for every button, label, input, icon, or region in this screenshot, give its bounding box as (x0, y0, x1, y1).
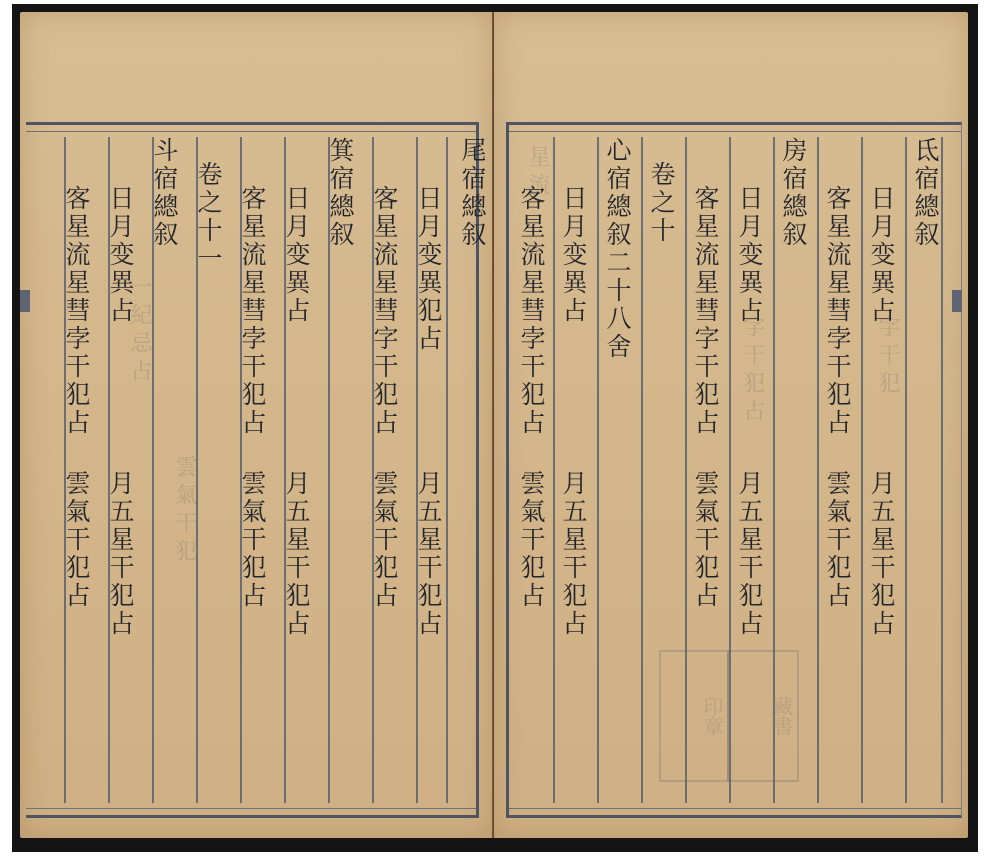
left-col-5a: 日月变異占 (282, 185, 311, 325)
left-col-9a: 日月变異占 (106, 185, 135, 325)
right-col-9a: 日月变異占 (559, 185, 588, 325)
left-col-3b: 雲氣干犯占 (370, 470, 399, 610)
left-col-4: 箕宿總叙 (326, 137, 355, 249)
right-page-frame: 字干犯 字干犯占 星流 印章 藏書 氐宿總叙 日月变異占 月五星干犯占 客星流星彗孛干犯占 雲氣干犯占 房宿總叙 日月变異占 月五星干犯占 客星流星彗字干犯占 雲氣干犯占 卷之十 心宿總叙二十八舍 日月变異占 月五星干犯占 客星流星彗孛干犯占 雲氣干犯占 (506, 122, 962, 818)
left-col-5b: 月五星干犯占 (282, 470, 311, 638)
collector-seal: 藏書 (727, 650, 799, 782)
right-col-9b: 月五星干犯占 (559, 470, 588, 638)
left-col-1: 尾宿總叙 (458, 137, 487, 249)
left-page (20, 12, 492, 838)
right-col-7: 卷之十 (647, 161, 676, 245)
collector-seal: 印章 (659, 650, 729, 782)
right-col-1: 氐宿總叙 (911, 137, 940, 249)
right-col-5a: 日月变異占 (735, 185, 764, 325)
right-page (494, 12, 968, 838)
page-edge-marker-right (952, 290, 962, 312)
left-col-10b: 雲氣干犯占 (62, 470, 91, 610)
right-col-8: 心宿總叙二十八舍 (603, 137, 632, 361)
left-col-2a: 日月变異犯占 (414, 185, 443, 353)
open-book (12, 4, 978, 852)
left-col-6b: 雲氣干犯占 (238, 470, 267, 610)
right-col-2a: 日月变異占 (867, 185, 896, 325)
left-page-frame: 一紀忌占 雲氣干犯 尾宿總叙 日月变異犯占 月五星干犯占 客星流星彗字干犯占 雲氣干犯占 箕宿總叙 日月变異占 月五星干犯占 客星流星彗孛干犯占 雲氣干犯占 卷之十一 斗宿總叙 日月变異占 月五星干犯占 客星流星彗孛干犯占 雲氣干犯占 (26, 122, 479, 818)
right-col-3a: 客星流星彗孛干犯占 (823, 185, 852, 437)
right-col-3b: 雲氣干犯占 (823, 470, 852, 610)
left-col-8: 斗宿總叙 (150, 137, 179, 249)
right-col-6a: 客星流星彗字干犯占 (691, 185, 720, 437)
left-col-3a: 客星流星彗字干犯占 (370, 185, 399, 437)
left-col-9b: 月五星干犯占 (106, 470, 135, 638)
left-col-6a: 客星流星彗孛干犯占 (238, 185, 267, 437)
left-col-7: 卷之十一 (194, 161, 223, 273)
right-col-10a: 客星流星彗孛干犯占 (517, 185, 546, 437)
left-col-2b: 月五星干犯占 (414, 470, 443, 638)
right-col-4: 房宿總叙 (779, 137, 808, 249)
page-edge-marker-left (20, 290, 30, 312)
left-col-10a: 客星流星彗孛干犯占 (62, 185, 91, 437)
right-col-10b: 雲氣干犯占 (517, 470, 546, 610)
right-col-2b: 月五星干犯占 (867, 470, 896, 638)
right-col-5b: 月五星干犯占 (735, 470, 764, 638)
right-col-6b: 雲氣干犯占 (691, 470, 720, 610)
